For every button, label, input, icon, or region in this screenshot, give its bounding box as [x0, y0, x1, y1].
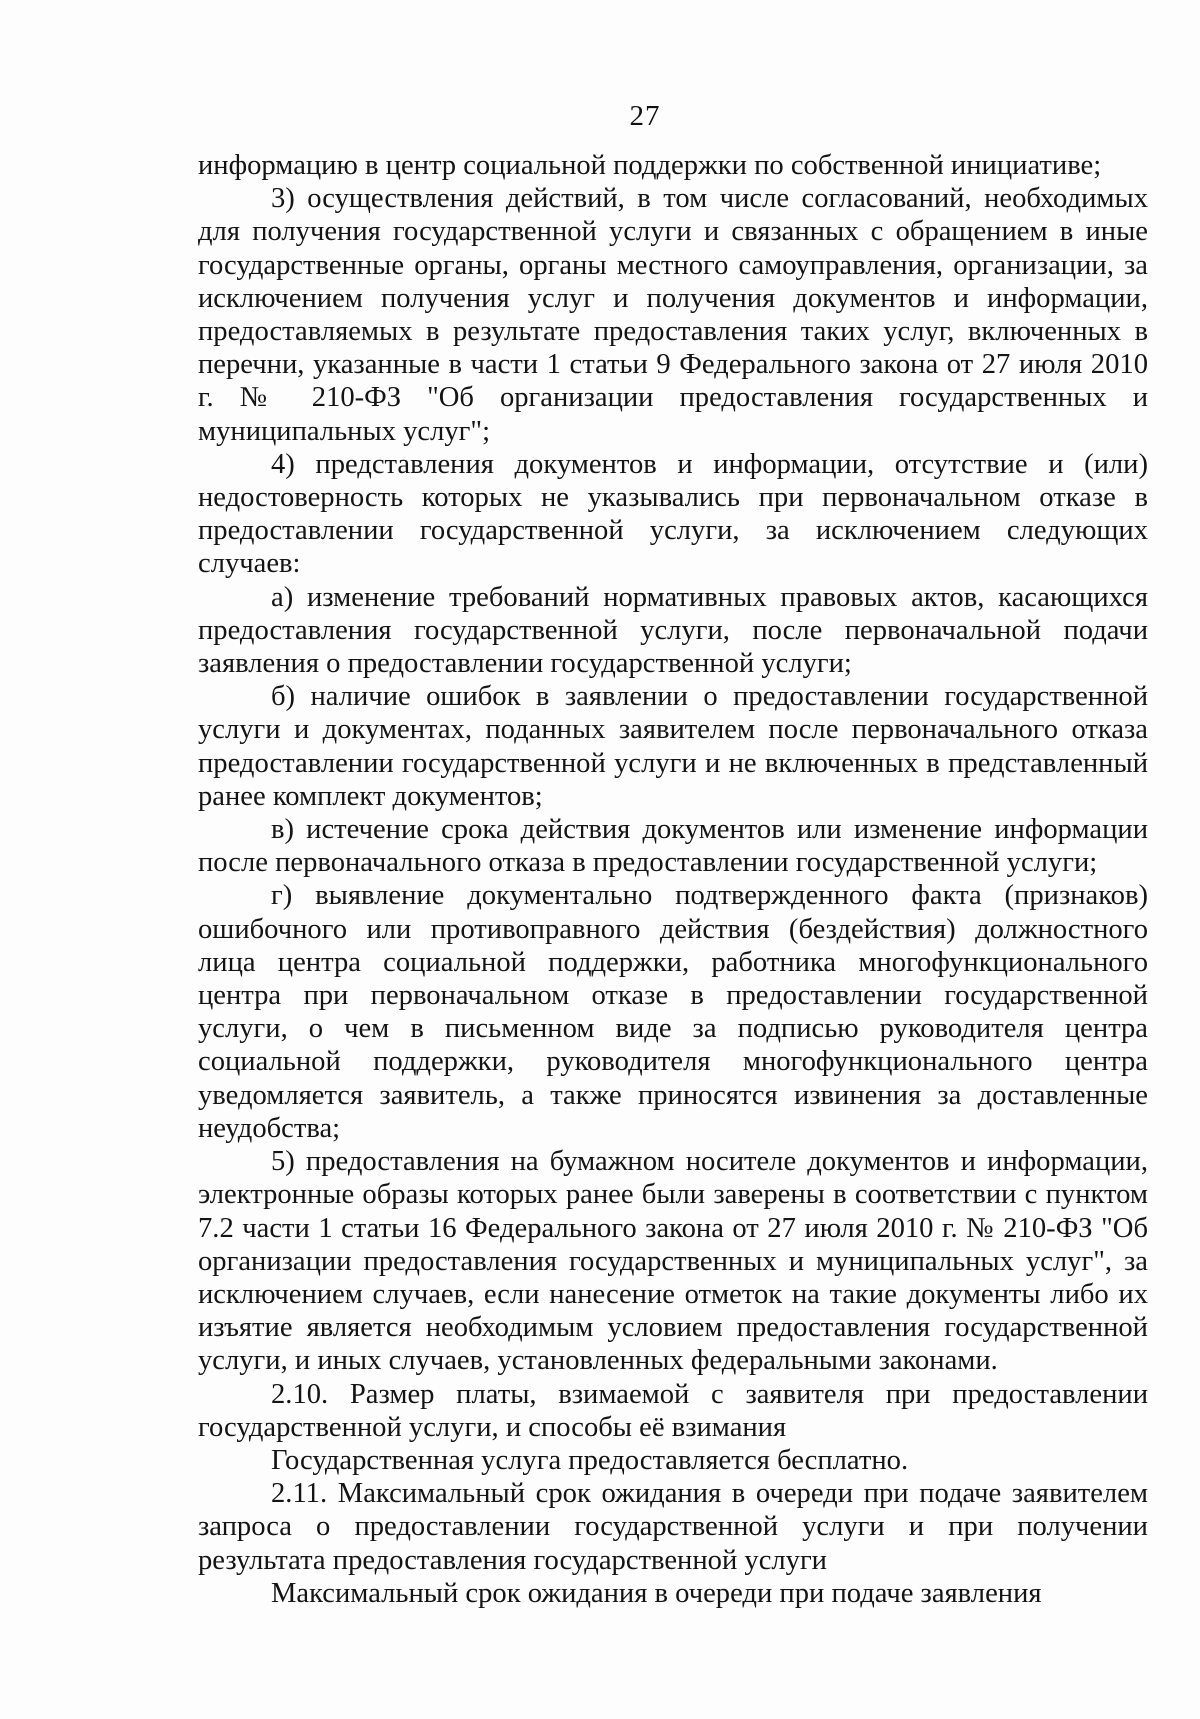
document-text: [198, 149, 1148, 1610]
paragraph-subitem-v: в) истечение срока действия документов или изменение информации после первоначального отказа в предоставлении государственной услуги;: [198, 814, 1148, 879]
paragraph-subitem-b: б) наличие ошибок в заявлении о предоставлении государственной услуги и документах, поданных заявителем после первоначального отказа предоставлении государственной услуги и не включенных в представленный ранее комплект документов;: [198, 681, 1148, 812]
page-number: 27: [629, 100, 661, 132]
paragraph-free-service: Государственная услуга предоставляется бесплатно.: [271, 1444, 909, 1476]
section-heading-2-11: 2.11. Максимальный срок ожидания в очереди при подаче заявителем запроса о предоставлении государственной услуги и при получении результата предоставления государственной услуги: [198, 1478, 1148, 1576]
paragraph-max-wait: Максимальный срок ожидания в очереди при подаче заявления: [271, 1577, 1042, 1609]
paragraph-item-5: 5) предоставления на бумажном носителе документов и информации, электронные образы которых ранее были заверены в соответствии с пунктом 7.2 части 1 статьи 16 Федерального закона от 27 июля 2010 г. № 210-ФЗ "Об организации предоставления государственных и муниципальных услуг", за исключением случаев, если нанесение отметок на такие документы либо их изъятие является необходимым условием предоставления государственной услуги, и иных случаев, установленных федеральными законами.: [198, 1146, 1148, 1377]
paragraph-subitem-g: г) выявление документально подтвержденного факта (признаков) ошибочного или противоправного действия (бездействия) должностного лица центра социальной поддержки, работника многофункционального центра при первоначальном отказе в предоставлении государственной услуги, о чем в письменном виде за подписью руководителя центра социальной поддержки, руководителя многофункционального центра уведомляется заявитель, а также приносятся извинения за доставленные неудобства;: [198, 880, 1148, 1144]
section-heading-2-10: 2.10. Размер платы, взимаемой с заявителя при предоставлении государственной услуги, и способы её взимания: [198, 1378, 1148, 1443]
paragraph-subitem-a: а) изменение требований нормативных правовых актов, касающихся предоставления государственной услуги, после первоначальной подачи заявления о предоставлении государственной услуги;: [198, 581, 1148, 680]
paragraph-item-3: 3) осуществления действий, в том числе согласований, необходимых для получения государственной услуги и связанных с обращением в иные государственные органы, органы местного самоуправления, организации, за исключением получения услуг и получения документов и информации, предоставляемых в результате предоставления таких услуг, включенных в перечни, указанные в части 1 статьи 9 Федерального закона от 27 июля 2010 г. № 210-ФЗ "Об организации предоставления государственных и муниципальных услуг";: [198, 183, 1148, 447]
paragraph-item-4: 4) представления документов и информации, отсутствие и (или) недостоверность которых не указывались при первоначальном отказе в предоставлении государственной услуги, за исключением следующих случаев:: [198, 448, 1148, 580]
paragraph-continuation: информацию в центр социальной поддержки по собственной инициативе;: [198, 150, 1102, 181]
